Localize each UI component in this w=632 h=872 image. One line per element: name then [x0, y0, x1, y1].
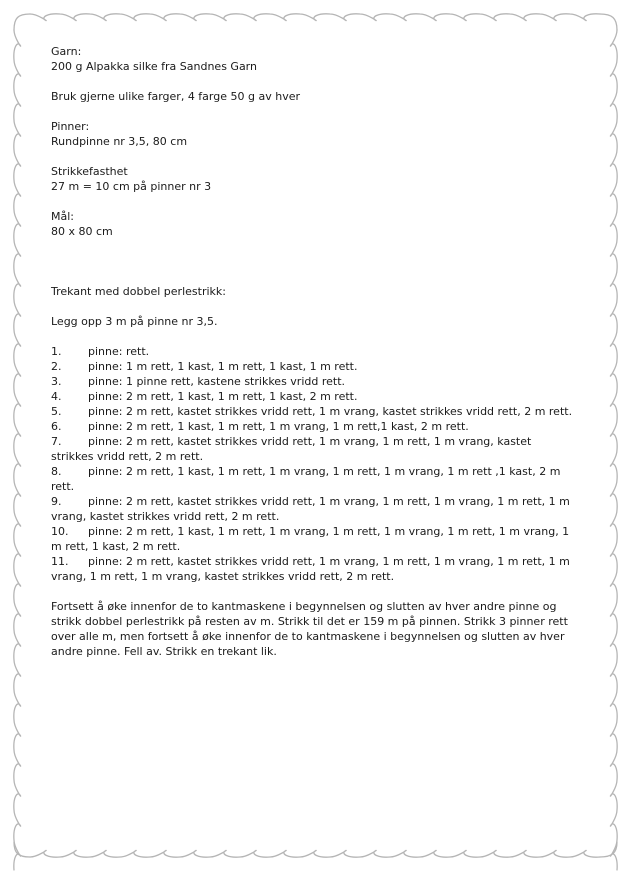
row-text: pinne: 2 m rett, 1 kast, 1 m rett, 1 m vrang, 1 m rett, 1 m vrang, 1 m rett, 1 m vrang, 1 m rett, 1 kast, 2 m rett. [51, 525, 570, 553]
row-number: 1. [51, 345, 62, 358]
list-item [51, 494, 573, 524]
colors-text: Bruk gjerne ulike farger, 4 farge 50 g av hver [51, 90, 300, 103]
row-number: 7. [51, 435, 62, 448]
row-text: pinne: rett. [88, 345, 150, 358]
triangle-heading: Trekant med dobbel perlestrikk: [51, 285, 226, 298]
needles-text: Rundpinne nr 3,5, 80 cm [51, 135, 188, 148]
row-text: pinne: 1 pinne rett, kastene strikkes vridd rett. [88, 375, 346, 388]
size-heading: Mål: [51, 210, 74, 223]
list-item [51, 554, 573, 584]
row-number: 8. [51, 465, 62, 478]
needles-heading: Pinner: [51, 120, 90, 133]
row-number: 2. [51, 360, 62, 373]
row-number: 5. [51, 405, 62, 418]
row-text: pinne: 2 m rett, 1 kast, 1 m rett, 1 m vrang, 1 m rett, 1 m vrang, 1 m rett ,1 kast, 2 m rett. [51, 465, 561, 493]
gauge-heading: Strikkefasthet [51, 165, 128, 178]
size-section [51, 209, 573, 239]
continuation-text: Fortsett å øke innenfor de to kantmaskene i begynnelsen og slutten av hver andre pinne og strikk dobbel perlestrikk på resten av m. Strikk til det er 159 m på pinnen. Strikk 3 pinner rett over alle m, men fortsett å øke innenfor de to kantmaskene i begynnelsen og slutten av hver andre pinne. Fell av. Strikk en trekant lik. [51, 600, 568, 658]
row-text: pinne: 2 m rett, kastet strikkes vridd rett, 1 m vrang, 1 m rett, 1 m vrang, 1 m rett, 1 m vrang, kastet strikkes vridd rett, 2 m rett. [51, 495, 570, 523]
row-number: 3. [51, 375, 62, 388]
row-number: 4. [51, 390, 62, 403]
list-item [51, 344, 573, 359]
cast-on-text: Legg opp 3 m på pinne nr 3,5. [51, 315, 218, 328]
list-item [51, 524, 573, 554]
list-item [51, 374, 573, 389]
row-text: pinne: 2 m rett, 1 kast, 1 m rett, 1 m vrang, 1 m rett,1 kast, 2 m rett. [88, 420, 469, 433]
row-text: pinne: 2 m rett, kastet strikkes vridd rett, 1 m vrang, 1 m rett, 1 m vrang, kastet strikkes vridd rett, 2 m rett. [51, 435, 532, 463]
list-item [51, 464, 573, 494]
size-text: 80 x 80 cm [51, 225, 113, 238]
row-number: 6. [51, 420, 62, 433]
row-number: 11. [51, 555, 69, 568]
row-text: pinne: 2 m rett, 1 kast, 1 m rett, 1 kast, 2 m rett. [88, 390, 358, 403]
row-number: 10. [51, 525, 69, 538]
row-text: pinne: 1 m rett, 1 kast, 1 m rett, 1 kast, 1 m rett. [88, 360, 358, 373]
list-item [51, 419, 573, 434]
list-item [51, 359, 573, 374]
row-instructions [51, 344, 573, 584]
row-number: 9. [51, 495, 62, 508]
row-text: pinne: 2 m rett, kastet strikkes vridd rett, 1 m vrang, kastet strikkes vridd rett, 2 m rett. [88, 405, 573, 418]
pattern-document [51, 44, 573, 659]
row-text: pinne: 2 m rett, kastet strikkes vridd rett, 1 m vrang, 1 m rett, 1 m vrang, 1 m rett, 1 m vrang, 1 m rett, 1 m vrang, kastet strikkes vridd rett, 2 m rett. [51, 555, 570, 583]
yarn-text: 200 g Alpakka silke fra Sandnes Garn [51, 60, 257, 73]
yarn-heading: Garn: [51, 45, 82, 58]
needles-section [51, 119, 573, 149]
list-item [51, 389, 573, 404]
list-item [51, 404, 573, 419]
yarn-section [51, 44, 573, 74]
list-item [51, 434, 573, 464]
gauge-text: 27 m = 10 cm på pinner nr 3 [51, 180, 212, 193]
gauge-section [51, 164, 573, 194]
